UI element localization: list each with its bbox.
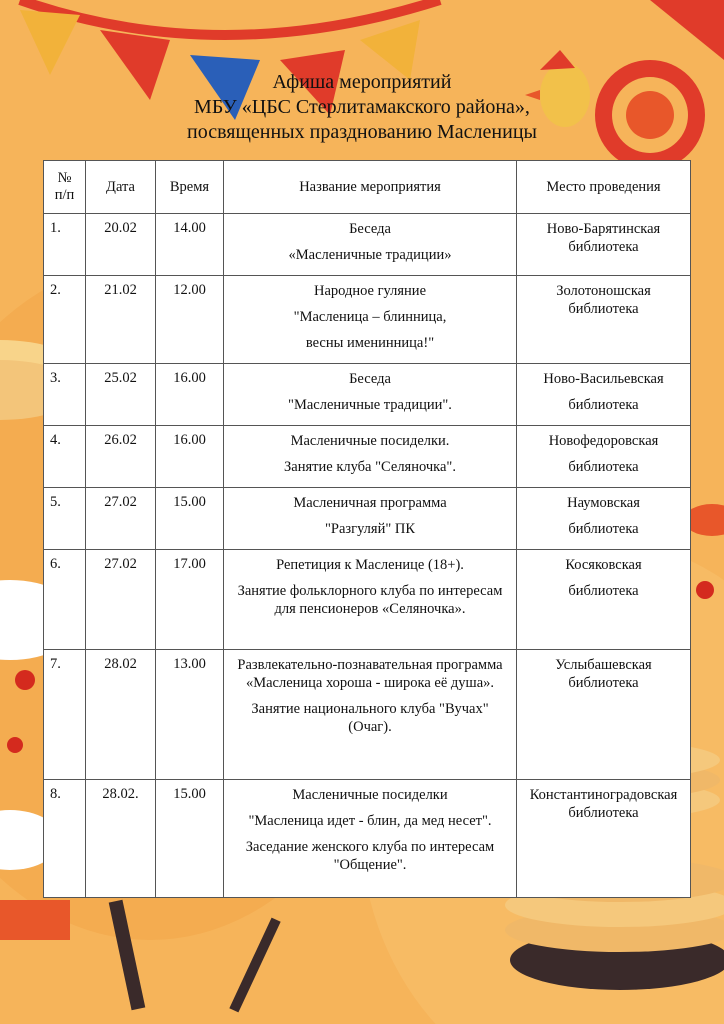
place-line: Золотоношская библиотека: [556, 283, 651, 317]
cell-place: [517, 780, 691, 898]
cell-date: 28.02.: [86, 780, 156, 898]
cell-date: 20.02: [86, 214, 156, 276]
place-line: Ново-Васильевская: [543, 371, 664, 387]
place-line: библиотека: [568, 459, 639, 475]
cell-num: 7.: [44, 650, 86, 780]
table-row: [44, 550, 691, 650]
header-name: Название мероприятия: [224, 161, 517, 214]
event-name-line: Масленичная программа: [293, 495, 447, 511]
cell-place: [517, 276, 691, 364]
place-line: Константиноградовская библиотека: [529, 787, 678, 821]
place-line: Новофедоровская: [548, 433, 659, 449]
table-row: [44, 214, 691, 276]
event-name-line: "Масленица – блинница,: [293, 309, 447, 325]
cell-place: [517, 488, 691, 550]
table-row: [44, 488, 691, 550]
cell-date: 26.02: [86, 426, 156, 488]
cell-date: 27.02: [86, 550, 156, 650]
event-name-line: весны именинница!": [305, 335, 435, 351]
cell-time: 15.00: [156, 780, 224, 898]
cell-num: 5.: [44, 488, 86, 550]
cell-place: [517, 364, 691, 426]
cell-time: 16.00: [156, 364, 224, 426]
place-line: библиотека: [568, 583, 639, 599]
cell-num: 2.: [44, 276, 86, 364]
header-place: Место проведения: [517, 161, 691, 214]
cell-num: 8.: [44, 780, 86, 898]
cell-place: [517, 550, 691, 650]
event-name-line: Занятие фольклорного клуба по интересам для пенсионеров «Селяночка».: [237, 583, 503, 617]
events-table: [43, 160, 691, 898]
table-row: [44, 426, 691, 488]
event-name-line: Народное гуляние: [313, 283, 427, 299]
cell-time: 17.00: [156, 550, 224, 650]
cell-num: 6.: [44, 550, 86, 650]
event-name-line: Беседа: [349, 371, 391, 387]
cell-event-name: [224, 488, 517, 550]
title-line-3: посвященных празднованию Масленицы: [187, 121, 537, 143]
cell-time: 15.00: [156, 488, 224, 550]
cell-time: 16.00: [156, 426, 224, 488]
cell-event-name: [224, 650, 517, 780]
event-name-line: Занятие национального клуба "Вучах" (Очаг).: [251, 701, 489, 735]
cell-event-name: [224, 426, 517, 488]
table-row: [44, 780, 691, 898]
event-name-line: Заседание женского клуба по интересам "Общение".: [245, 839, 495, 873]
event-name-line: Занятие клуба "Селяночка".: [284, 459, 456, 475]
header-time: Время: [156, 161, 224, 214]
place-line: библиотека: [568, 521, 639, 537]
event-name-line: Развлекательно-познавательная программа «Масленица хороша - широка её душа».: [237, 657, 503, 691]
cell-date: 27.02: [86, 488, 156, 550]
event-name-line: "Масленичные традиции".: [288, 397, 452, 413]
cell-event-name: [224, 780, 517, 898]
cell-num: 4.: [44, 426, 86, 488]
table-row: [44, 650, 691, 780]
place-line: Косяковская: [565, 557, 642, 573]
place-line: библиотека: [568, 397, 639, 413]
place-line: Наумовская: [567, 495, 640, 511]
cell-num: 1.: [44, 214, 86, 276]
table-header-row: [44, 161, 691, 214]
cell-date: 21.02: [86, 276, 156, 364]
event-name-line: Репетиция к Масленице (18+).: [276, 557, 464, 573]
event-name-line: «Масленичные традиции»: [288, 247, 452, 263]
event-name-line: "Масленица идет - блин, да мед несет".: [248, 813, 492, 829]
header-num-line-1: №: [57, 170, 72, 186]
header-date: Дата: [86, 161, 156, 214]
title-line-1: Афиша мероприятий: [272, 71, 452, 93]
header-num-line-2: п/п: [54, 187, 75, 203]
event-name-line: Беседа: [349, 221, 391, 237]
table-row: [44, 364, 691, 426]
event-name-line: "Разгуляй" ПК: [324, 521, 416, 537]
page-title: [0, 70, 724, 145]
event-name-line: Масленичные посиделки.: [290, 433, 450, 449]
cell-num: 3.: [44, 364, 86, 426]
header-num: [44, 161, 86, 214]
cell-event-name: [224, 550, 517, 650]
cell-time: 13.00: [156, 650, 224, 780]
cell-event-name: [224, 364, 517, 426]
title-line-2: МБУ «ЦБС Стерлитамакского района»,: [194, 96, 530, 118]
cell-date: 25.02: [86, 364, 156, 426]
event-name-line: Масленичные посиделки: [292, 787, 448, 803]
cell-place: [517, 650, 691, 780]
place-line: Услыбашевская библиотека: [555, 657, 652, 691]
cell-place: [517, 426, 691, 488]
place-line: Ново-Барятинская библиотека: [546, 221, 661, 255]
cell-time: 12.00: [156, 276, 224, 364]
table-row: [44, 276, 691, 364]
cell-event-name: [224, 276, 517, 364]
cell-date: 28.02: [86, 650, 156, 780]
cell-place: [517, 214, 691, 276]
cell-event-name: [224, 214, 517, 276]
cell-time: 14.00: [156, 214, 224, 276]
